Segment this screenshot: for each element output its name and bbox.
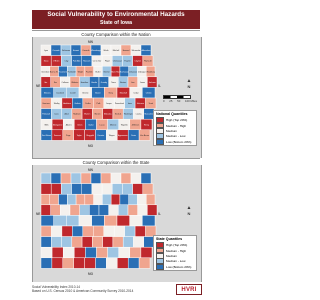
county-polygon [72, 184, 82, 195]
county-label: Allamakee [141, 50, 151, 53]
county-label: Taylor [76, 134, 82, 137]
county-polygon [146, 194, 155, 205]
county-label: Jefferson [131, 124, 140, 127]
county-polygon [121, 173, 131, 184]
state-map [32, 165, 202, 282]
county-polygon [117, 215, 130, 226]
county-label: Hancock [83, 60, 91, 63]
county-polygon [111, 194, 120, 205]
county-label: Clinton [145, 92, 152, 95]
county-label: Union [77, 124, 83, 127]
county-label: Hamilton [80, 81, 89, 84]
county-polygon [128, 258, 139, 269]
legend-item: Medium - Low [156, 259, 194, 264]
county-label: Sac [53, 81, 58, 84]
page-subtitle: State of Iowa [100, 20, 132, 26]
county-polygon [131, 173, 141, 184]
county-polygon [89, 205, 99, 216]
county-polygon [106, 258, 117, 269]
county-polygon [76, 194, 85, 205]
county-polygon [133, 237, 143, 248]
county-polygon [74, 247, 85, 258]
legend-item: Medium [156, 253, 194, 258]
county-polygon [122, 184, 132, 195]
county-label: Calhoun [61, 81, 69, 84]
county-polygon [141, 173, 151, 184]
county-label: Monroe [109, 124, 117, 127]
county-polygon [135, 226, 145, 237]
national-panel-heading: County Comparison within the Nation [32, 30, 200, 39]
county-polygon [128, 205, 138, 216]
county-label: Tama [111, 81, 116, 84]
county-label: Appanoose [117, 134, 128, 137]
county-label: Lucas [99, 124, 105, 127]
neighbor-state-label: MN [88, 168, 93, 172]
county-polygon [51, 184, 61, 195]
county-polygon [67, 194, 76, 205]
county-polygon [63, 247, 74, 258]
county-polygon [147, 205, 157, 216]
north-arrow: ▲ N [186, 78, 192, 89]
county-polygon [112, 184, 122, 195]
county-label: Audubon [63, 103, 71, 106]
county-polygon [92, 237, 102, 248]
county-polygon [93, 226, 103, 237]
county-label: Monona [43, 92, 51, 95]
county-label: Butler [95, 71, 101, 74]
neighbor-state-label: IL [158, 212, 161, 216]
legend-title: State Quantiles [156, 237, 183, 241]
county-label: Muscatine [144, 113, 154, 116]
county-polygon [108, 247, 119, 258]
county-polygon [51, 173, 61, 184]
county-label: Greene [82, 92, 89, 95]
county-label: Madison [73, 113, 81, 116]
county-label: Winneshie [131, 50, 141, 53]
county-label: Adair [64, 113, 69, 116]
county-polygon [72, 226, 82, 237]
county-polygon [41, 184, 51, 195]
national-map [32, 37, 202, 158]
county-polygon [41, 237, 51, 248]
county-label: Hardin [91, 81, 97, 84]
legend-item: Low (Bottom 20%) [156, 139, 194, 144]
county-polygon [60, 205, 70, 216]
county-polygon [114, 226, 124, 237]
county-polygon [113, 237, 123, 248]
county-polygon [41, 247, 52, 258]
county-polygon [41, 205, 51, 216]
county-polygon [80, 205, 90, 216]
county-label: Shelby [53, 103, 60, 106]
county-polygon [101, 173, 111, 184]
county-label: Wright [77, 71, 84, 74]
legend-item: Medium [156, 128, 194, 133]
county-label: Montgomer [52, 124, 63, 127]
county-label: Winnebago [91, 50, 101, 53]
county-label: Marshall [119, 92, 127, 95]
county-polygon [41, 194, 50, 205]
county-polygon [137, 194, 146, 205]
county-label: Jasper [106, 103, 112, 106]
legend-item: Medium - Low [156, 134, 194, 139]
county-label: Adams [65, 124, 72, 127]
neighbor-state-label: NE [36, 84, 41, 88]
county-polygon [109, 205, 119, 216]
county-polygon [138, 205, 148, 216]
county-polygon [51, 226, 61, 237]
county-polygon [139, 258, 150, 269]
neighbor-state-label: MO [88, 144, 94, 148]
county-polygon [81, 173, 91, 184]
county-label: Washingto [123, 113, 133, 116]
county-polygon [41, 226, 51, 237]
county-polygon [130, 247, 141, 258]
county-label: Osceola [52, 50, 60, 53]
county-polygon [41, 215, 54, 226]
county-polygon [130, 215, 143, 226]
county-label: Des Moine [41, 134, 51, 137]
county-label: Henry [143, 124, 149, 127]
county-polygon [54, 215, 67, 226]
legend-swatch [156, 139, 164, 145]
county-label: Mahaska [103, 113, 112, 116]
county-label: Dubuque [138, 71, 146, 74]
county-polygon [70, 205, 80, 216]
county-label: Jackson [148, 81, 156, 84]
county-polygon [99, 205, 109, 216]
county-label: Webster [71, 81, 79, 84]
county-label: Boone [95, 92, 101, 95]
county-polygon [97, 247, 108, 258]
county-polygon [71, 173, 81, 184]
title-bar [32, 10, 200, 29]
county-label: Louisa [135, 113, 142, 116]
county-polygon [92, 215, 105, 226]
county-label: Pottawatt [42, 113, 51, 116]
county-polygon [94, 194, 103, 205]
county-label: Kossuth [82, 50, 90, 53]
legend-item: Low (Bottom 20%) [156, 264, 194, 269]
county-polygon [85, 247, 96, 258]
county-label: Jones [139, 81, 146, 84]
north-arrow-icon: ▲ [186, 205, 192, 211]
county-label: Davis [131, 134, 137, 137]
county-label: Delaware [129, 71, 138, 74]
county-polygon [72, 237, 82, 248]
county-label: Harrison [42, 103, 50, 106]
neighbor-state-label: NE [36, 212, 41, 216]
county-polygon [129, 194, 138, 205]
scale-bar: 0 25 50 100 Miles [163, 95, 197, 101]
county-label: Plymouth [143, 60, 152, 63]
county-polygon [133, 184, 143, 195]
county-label: Carroll [69, 92, 76, 95]
county-polygon [85, 194, 94, 205]
county-polygon [82, 184, 92, 195]
county-polygon [117, 258, 128, 269]
county-label: Mitchell [112, 50, 120, 53]
county-label: Ringgold [86, 134, 94, 137]
county-polygon [119, 247, 130, 258]
national-legend [153, 110, 197, 146]
county-label: Lyon [43, 50, 49, 53]
county-label: Crawford [56, 92, 64, 95]
county-label: Wayne [108, 134, 115, 137]
county-label: Floyd [104, 60, 110, 63]
county-label: Clarke [88, 124, 94, 127]
county-label: Polk [96, 103, 101, 106]
county-label: Keokuk [114, 113, 122, 116]
county-polygon [111, 173, 121, 184]
county-polygon [102, 184, 112, 195]
footer-line-2: Based on U.S. Census 2010 & American Community Survey 2010-2014 [32, 289, 134, 294]
county-label: O'Brien [53, 60, 60, 63]
county-label: Worth [103, 50, 109, 53]
county-label: Story [108, 92, 113, 95]
county-label: Buchanan [120, 71, 129, 74]
county-label: Scott [148, 103, 153, 106]
county-polygon [91, 173, 101, 184]
county-label: Bremer [103, 71, 110, 74]
county-polygon [125, 226, 135, 237]
county-polygon [51, 237, 61, 248]
legend-item: High (Top 20%) [156, 243, 194, 248]
county-polygon [120, 194, 129, 205]
county-polygon [74, 258, 85, 269]
county-polygon [66, 215, 79, 226]
county-label: Cedar [133, 92, 139, 95]
county-label: Pocahonta [58, 71, 68, 74]
county-label: Clayton [134, 60, 141, 63]
county-label: Franklin [85, 71, 93, 74]
legend-item: High (Top 20%) [156, 118, 194, 123]
county-polygon [141, 247, 152, 258]
state-panel-heading: County Comparison within the State [32, 158, 200, 167]
county-polygon [63, 258, 74, 269]
county-label: Cerro Gor [92, 60, 102, 63]
county-polygon [82, 237, 92, 248]
county-label: Decatur [97, 134, 105, 137]
county-label: Johnson [136, 103, 144, 106]
county-label: Wapello [120, 124, 128, 127]
county-label: Guthrie [74, 103, 81, 106]
county-polygon [103, 237, 113, 248]
county-label: Cass [54, 113, 59, 116]
county-polygon [52, 258, 63, 269]
county-label: Emmet [73, 50, 79, 53]
county-label: Buena Vis [49, 71, 59, 74]
county-polygon [50, 194, 59, 205]
neighbor-state-label: MN [88, 40, 93, 44]
county-polygon [85, 258, 96, 269]
county-label: Van Buren [140, 134, 149, 137]
page-title: Social Vulnerability to Environmental Hazards [47, 11, 185, 18]
county-label: Dickinson [61, 50, 71, 53]
county-polygon [92, 184, 102, 195]
county-label: Ida [44, 81, 48, 84]
county-polygon [59, 194, 68, 205]
county-label: Black Haw [111, 71, 121, 74]
county-polygon [83, 226, 93, 237]
hvri-logo: HVRI [176, 284, 202, 295]
footer-line-1: Social Vulnerability Index 2010-14 [32, 285, 81, 289]
legend-item: Medium - High [156, 123, 194, 128]
county-polygon [142, 215, 155, 226]
county-label: Chickasaw [112, 60, 122, 63]
county-polygon [62, 226, 72, 237]
county-polygon [52, 247, 63, 258]
neighbor-state-label: IL [158, 84, 161, 88]
north-arrow-icon: ▲ [186, 78, 192, 84]
county-label: Mills [44, 124, 49, 127]
county-label: Benton [120, 81, 127, 84]
county-polygon [118, 205, 128, 216]
county-label: Woodbury [146, 71, 155, 74]
county-label: Poweshiek [114, 103, 124, 106]
legend-swatch [156, 264, 164, 270]
county-polygon [143, 184, 153, 195]
county-polygon [41, 173, 51, 184]
county-label: Page [66, 134, 71, 137]
county-polygon [102, 194, 111, 205]
county-polygon [104, 226, 114, 237]
county-label: Dallas [85, 103, 91, 106]
county-polygon [79, 215, 92, 226]
legend-title: National Quantiles [156, 112, 188, 116]
county-polygon [61, 184, 71, 195]
county-label: Sioux [43, 60, 49, 63]
county-label: Linn [131, 81, 135, 84]
county-label: Iowa [127, 103, 132, 106]
county-label: Fremont [53, 134, 61, 137]
county-label: Warren [84, 113, 91, 116]
north-arrow: ▲ N [186, 205, 192, 216]
county-polygon [104, 215, 117, 226]
footer [32, 285, 152, 293]
county-polygon [96, 258, 107, 269]
county-polygon [61, 173, 71, 184]
county-polygon [62, 237, 72, 248]
county-polygon [51, 205, 61, 216]
county-label: Fayette [124, 60, 131, 63]
legend-item: Medium - High [156, 248, 194, 253]
county-polygon [41, 258, 52, 269]
county-label: Cherokee [41, 71, 50, 74]
county-label: Marion [94, 113, 101, 116]
state-legend [153, 235, 197, 271]
county-polygon [123, 237, 133, 248]
county-label: Humboldt [67, 71, 76, 74]
county-label: Howard [122, 50, 130, 53]
county-label: Grundy [100, 81, 107, 84]
neighbor-state-label: MO [88, 272, 94, 276]
county-label: Palo Alto [72, 60, 81, 63]
county-label: Clay [64, 60, 69, 63]
